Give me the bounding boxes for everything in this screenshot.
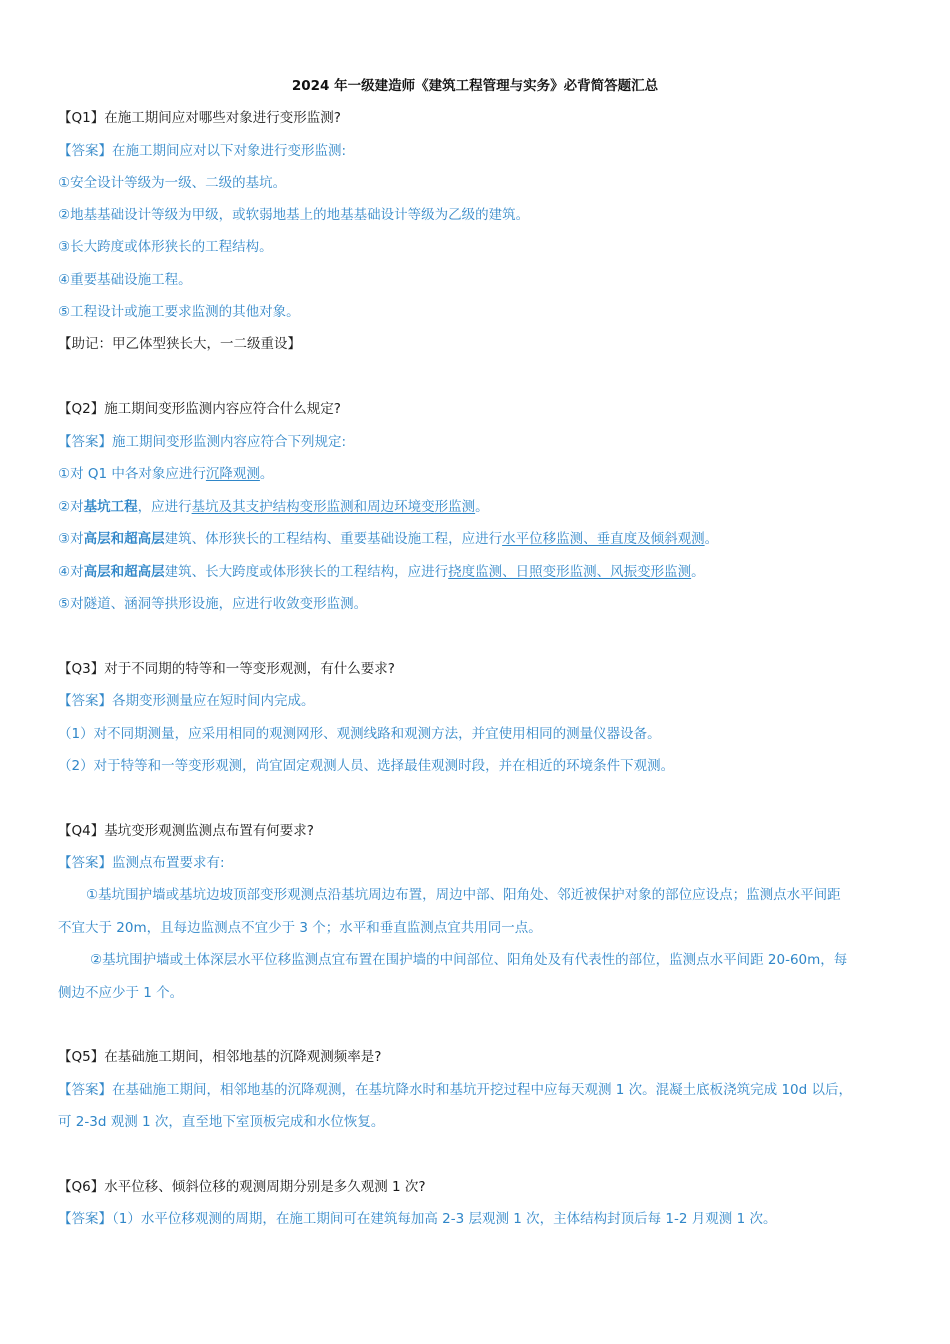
q2-item-2 <box>58 497 489 517</box>
q1-question: 【Q1】在施工期间应对哪些对象进行变形监测? <box>58 110 341 126</box>
q4-answer: 【答案】监测点布置要求有: <box>58 855 225 871</box>
q2-item-3-bold: 高层和超高层 <box>83 531 165 547</box>
q2-item-1-text: ①对 Q1 中各对象应进行 <box>58 466 206 482</box>
q6-question: 【Q6】水平位移、倾斜位移的观测周期分别是多久观测 1 次? <box>58 1179 426 1195</box>
q6-answer-label: 【答案】 <box>58 1211 112 1227</box>
q2-item-3-prefix: ③对 <box>58 531 84 547</box>
q2-question: 【Q2】施工期间变形监测内容应符合什么规定? <box>58 401 341 417</box>
q3-item-2: （2）对于特等和一等变形观测，尚宜固定观测人员、选择最佳观测时段，并在相近的环境条件下观测。 <box>58 758 675 774</box>
q2-item-2-mid: ，应进行 <box>137 499 192 515</box>
q3-item-1: （1）对不同期测量，应采用相同的观测网形、观测线路和观测方法，并宜使用相同的测量仪器设备。 <box>58 726 661 742</box>
q2-item-4-underlined: 挠度监测、日照变形监测、风振变形监测 <box>448 564 692 580</box>
q5-question: 【Q5】在基础施工期间，相邻地基的沉降观测频率是? <box>58 1049 382 1065</box>
q1-item-2: ②地基基础设计等级为甲级，或软弱地基上的地基基础设计等级为乙级的建筑。 <box>58 207 530 223</box>
q2-item-2-bold: 基坑工程 <box>83 499 138 515</box>
document-title: 2024 年一级建造师《建筑工程管理与实务》必背简答题汇总 <box>291 78 659 94</box>
q2-item-3 <box>58 529 718 549</box>
q1-item-1: ①安全设计等级为一级、二级的基坑。 <box>58 175 287 191</box>
q2-item-5: ⑤对隧道、涵洞等拱形设施，应进行收敛变形监测。 <box>58 596 368 612</box>
q2-item-1-underlined: 沉降观测 <box>205 466 260 482</box>
q1-item-4: ④重要基础设施工程。 <box>58 272 192 288</box>
q4-item-1-line-2: 不宜大于 20m，且每边监测点不宜少于 3 个；水平和垂直监测点宜共用同一点。 <box>58 920 542 936</box>
q2-item-4-bold: 高层和超高层 <box>83 564 165 580</box>
q2-item-4-prefix: ④对 <box>58 564 84 580</box>
q6-answer <box>58 1209 776 1229</box>
q2-item-2-prefix: ②对 <box>58 499 84 515</box>
q2-item-3-end: 。 <box>704 531 719 547</box>
q2-item-2-underlined: 基坑及其支护结构变形监测和周边环境变形监测 <box>191 499 476 515</box>
q2-item-1 <box>58 464 273 484</box>
q2-item-3-mid: 建筑、体形狭长的工程结构、重要基础设施工程，应进行 <box>164 531 503 547</box>
q1-item-5: ⑤工程设计或施工要求监测的其他对象。 <box>58 304 300 320</box>
q4-item-2-line-2: 侧边不应少于 1 个。 <box>58 985 184 1001</box>
q1-item-3: ③长大跨度或体形狭长的工程结构。 <box>58 239 273 255</box>
q2-item-4-mid: 建筑、长大跨度或体形狭长的工程结构，应进行 <box>164 564 449 580</box>
q4-item-2-line-1: ②基坑围护墙或土体深层水平位移监测点宜布置在围护墙的中间部位、阳角处及有代表性的部位，监测点水平间距 20-60m，每 <box>90 952 848 968</box>
q3-answer: 【答案】各期变形测量应在短时间内完成。 <box>58 693 315 709</box>
q5-answer-line-1: 【答案】在基础施工期间，相邻地基的沉降观测，在基坑降水时和基坑开挖过程中应每天观测 1 次。混凝土底板浇筑完成 10d 以后， <box>58 1082 852 1098</box>
q2-item-2-end: 。 <box>475 499 489 515</box>
q4-item-1-line-1: ①基坑围护墙或基坑边坡顶部变形观测点沿基坑周边布置，周边中部、阳角处、邻近被保护对象的部位应设点；监测点水平间距 <box>86 887 841 903</box>
q1-mnemonic: 【助记：甲乙体型狭长大，一二级重设】 <box>58 336 301 352</box>
q3-question: 【Q3】对于不同期的特等和一等变形观测，有什么要求? <box>58 661 395 677</box>
q5-answer-line-2: 可 2-3d 观测 1 次，直至地下室顶板完成和水位恢复。 <box>58 1114 385 1130</box>
q2-item-3-underlined: 水平位移监测、垂直度及倾斜观测 <box>502 531 705 547</box>
q6-answer-text: （1）水平位移观测的周期，在施工期间可在建筑每加高 2-3 层观测 1 次，主体结构封顶后每 1-2 月观测 1 次。 <box>112 1211 777 1227</box>
q2-item-4 <box>58 562 705 582</box>
q2-item-1-end: 。 <box>259 466 274 482</box>
q1-answer: 【答案】在施工期间应对以下对象进行变形监测: <box>58 143 347 159</box>
q4-question: 【Q4】基坑变形观测监测点布置有何要求? <box>58 823 314 839</box>
q2-answer: 【答案】施工期间变形监测内容应符合下列规定: <box>58 434 347 450</box>
q2-item-4-end: 。 <box>691 564 705 580</box>
